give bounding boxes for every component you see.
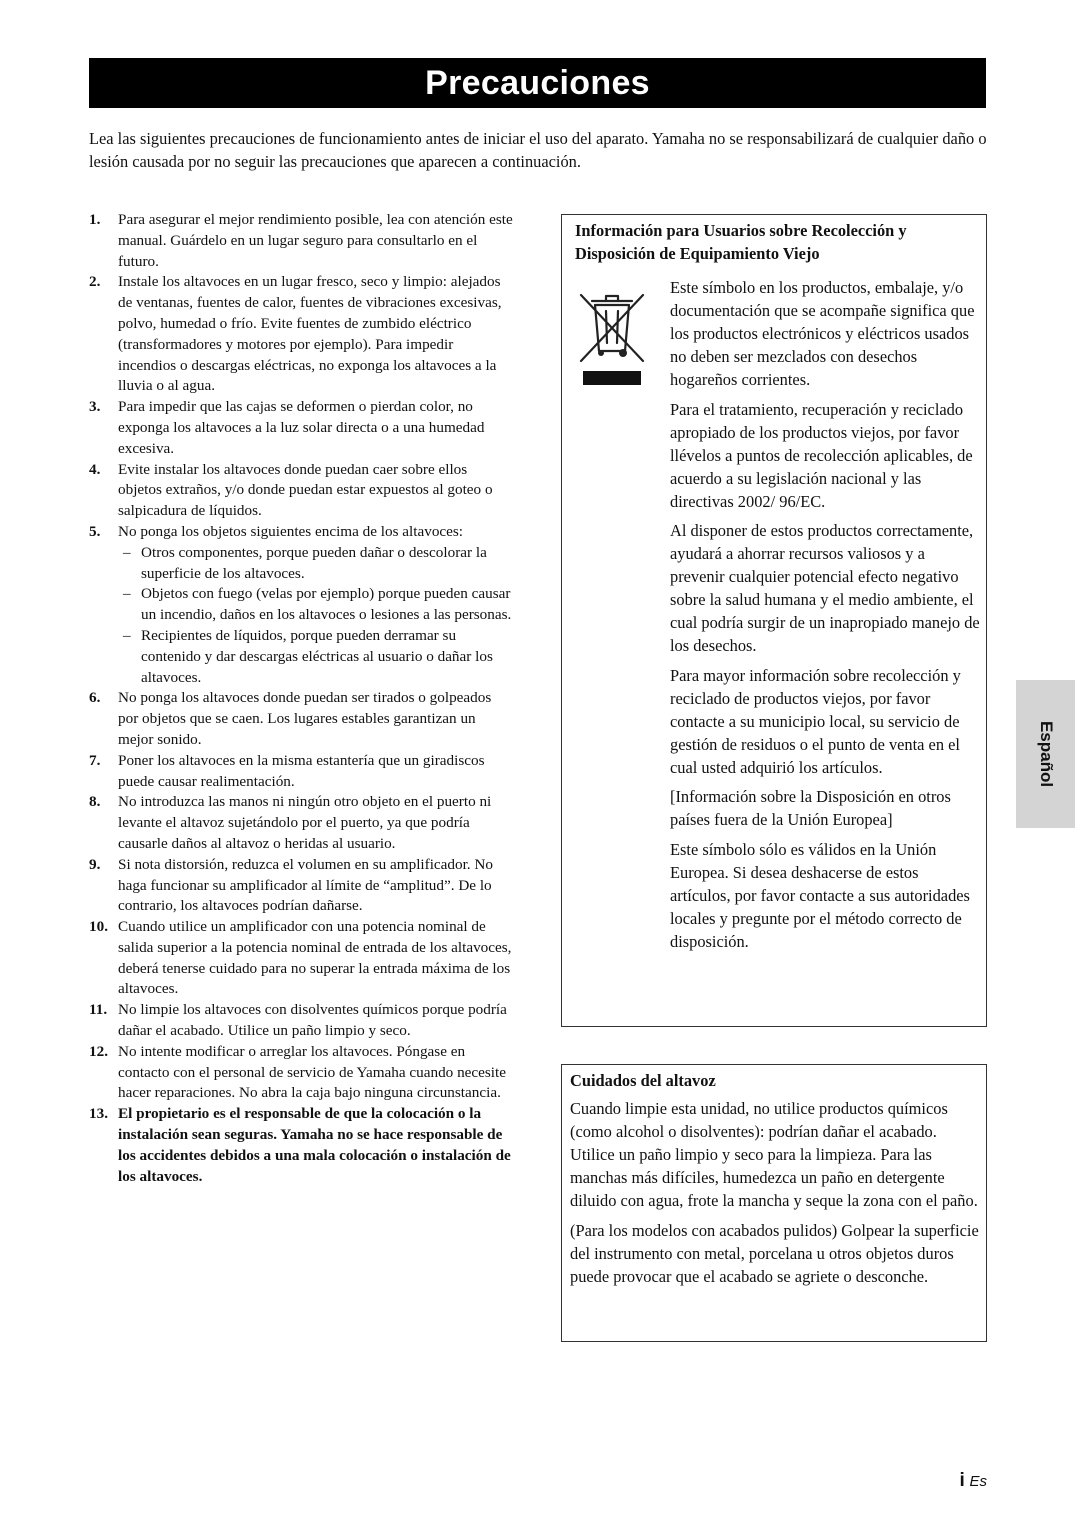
speaker-care-title: Cuidados del altavoz <box>570 1071 716 1090</box>
disposal-paragraph: Para el tratamiento, recuperación y reciclado apropiado de los productos viejos, por favor llévelos a puntos de recolección aplicables, de acuerdo a su legislación nacional y las directivas 2002/ 96/EC. <box>670 399 973 511</box>
precaution-number: 12. <box>89 1042 108 1060</box>
precaution-number: 2. <box>89 273 101 291</box>
speaker-care-paragraph: (Para los modelos con acabados pulidos) Golpear la superficie del instrumento con metal, porcelana u otros objetos duros puede provocar que el acabado se agriete o desconche. <box>570 1220 979 1286</box>
precaution-text: Poner los altavoces en la misma estantería que un giradiscos puede causar realimentación. <box>118 751 485 790</box>
disposal-info-box <box>561 214 987 1027</box>
precaution-text: Para asegurar el mejor rendimiento posible, lea con atención este manual. Guárdelo en un lugar seguro para consultarlo en el futuro. <box>118 211 513 270</box>
precaution-number: 6. <box>89 689 101 707</box>
precaution-item <box>89 522 514 688</box>
precautions-list <box>89 210 514 1187</box>
disposal-paragraphs <box>670 276 982 959</box>
precaution-item <box>89 272 514 397</box>
language-tab-label: Español <box>1036 720 1056 788</box>
precaution-sub-item: – Recipientes de líquidos, porque pueden derramar su contenido y dar descargas eléctricas al usuario o dañar los altavoces. <box>123 626 493 686</box>
precaution-item <box>89 397 514 459</box>
page-language-code: Es <box>969 1473 987 1490</box>
page-footer <box>959 1470 987 1492</box>
precaution-text: Si nota distorsión, reduzca el volumen en su amplificador. No haga funcionar su amplificador al límite de “amplitud”. De lo contrario, los altavoces podrían dañarse. <box>118 855 493 915</box>
precaution-item <box>89 210 514 272</box>
precaution-item <box>89 855 514 917</box>
disposal-paragraph: [Información sobre la Disposición en otros países fuera de la Unión Europea] <box>670 787 951 829</box>
precaution-number: 13. <box>89 1105 108 1123</box>
precaution-sub-item: – Objetos con fuego (velas por ejemplo) porque pueden causar un incendio, daños en los altavoces o lesiones a las personas. <box>123 585 512 624</box>
intro-paragraph: Lea las siguientes precauciones de funcionamiento antes de iniciar el uso del aparato. Yamaha no se responsabilizará de cualquier daño o lesión causada por no seguir las precauciones que aparecen a continuación. <box>89 129 987 171</box>
disposal-info-title: Información para Usuarios sobre Recolección y Disposición de Equipamiento Viejo <box>575 221 907 263</box>
precaution-text: Cuando utilice un amplificador con una potencia nominal de salida superior a la potencia nominal de entrada de los altavoces, deberá tenerse cuidado para no superar la entrada máxima de los altavoces. <box>118 918 512 998</box>
precaution-text: No introduzca las manos ni ningún otro objeto en el puerto ni levante el altavoz sujetándolo por el puerto, ya que podría causarle daños al altavoz o heridas al usuario. <box>118 793 492 852</box>
precaution-item <box>89 917 514 1000</box>
disposal-paragraph: Para mayor información sobre recolección y reciclado de productos viejos, por favor contacte a su municipio local, su servicio de gestión de residuos o el punto de venta en el cual usted adquirió los artículos. <box>670 665 961 777</box>
precaution-number: 10. <box>89 918 108 936</box>
precaution-number: 11. <box>89 1001 108 1019</box>
precaution-item <box>89 1042 514 1104</box>
precaution-text: Evite instalar los altavoces donde puedan caer sobre ellos objetos extraños, y/o donde puedan estar expuestos al goteo o salpicadura de líquidos. <box>118 460 493 520</box>
precaution-item <box>89 460 514 522</box>
precaution-text: Para impedir que las cajas se deformen o pierdan color, no exponga los altavoces a la luz solar directa o a una humedad excesiva. <box>118 398 485 457</box>
precaution-number: 7. <box>89 751 101 769</box>
precaution-number: 1. <box>89 211 101 228</box>
speaker-care-paragraphs <box>570 1097 982 1294</box>
precaution-text: El propietario es el responsable de que la colocación o la instalación sean seguras. Yamaha no se hace responsable de los accidentes debidos a una mala colocación o instalación de los altavoces. <box>118 1105 511 1185</box>
page-number: i <box>959 1470 965 1491</box>
precaution-number: 8. <box>89 793 101 811</box>
precaution-item <box>89 1104 514 1187</box>
precaution-text: Instale los altavoces en un lugar fresco, seco y limpio: alejados de ventanas, fuentes de calor, fuentes de vibraciones excesivas, polvo, humedad o frío. Evite fuentes de zumbido eléctrico (transformadores y motores por ejemplo). Para impedir incendios o descargas eléctricas, no exponga los altavoces a la lluvia o al agua. <box>118 273 502 395</box>
page-title: Precauciones <box>89 58 986 108</box>
precaution-item <box>89 688 514 750</box>
disposal-paragraph: Este símbolo sólo es válidos en la Unión Europea. Si desea deshacerse de estos artículos, por favor contacte a sus autoridades locales y pregunte por el método correcto de disposición. <box>670 839 970 951</box>
precaution-number: 3. <box>89 398 101 416</box>
crossed-out-wheelie-bin-icon <box>575 281 651 391</box>
precaution-number: 5. <box>89 522 101 540</box>
precaution-text: No ponga los altavoces donde puedan ser tirados o golpeados por objetos que se caen. Los lugares estables garantizan un mejor sonido. <box>118 689 492 748</box>
precaution-text: No limpie los altavoces con disolventes químicos porque podría dañar el acabado. Utilice un paño limpio y seco. <box>118 1001 507 1040</box>
precaution-text: No ponga los objetos siguientes encima de los altavoces: <box>118 522 464 540</box>
precaution-number: 4. <box>89 460 101 478</box>
speaker-care-box <box>561 1064 987 1342</box>
disposal-paragraph: Este símbolo en los productos, embalaje, y/o documentación que se acompañe significa que los productos electrónicos y eléctricos usados no deben ser mezclados con desechos hogareños corrientes. <box>670 278 975 389</box>
speaker-care-paragraph: Cuando limpie esta unidad, no utilice productos químicos (como alcohol o disolventes): podrían dañar el acabado. Utilice un paño limpio y seco para la limpieza. Para las manchas más difíciles, humedezca un paño en detergente diluido con agua, frote la mancha y seque la zona con el paño. <box>570 1099 978 1210</box>
precaution-text: No intente modificar o arreglar los altavoces. Póngase en contacto con el personal de servicio de Yamaha cuando necesite hacer reparaciones. No abra la caja bajo ninguna circunstancia. <box>118 1042 506 1102</box>
precaution-item <box>89 1000 514 1042</box>
precaution-item <box>89 792 514 854</box>
precaution-item <box>89 751 514 793</box>
precaution-number: 9. <box>89 855 101 873</box>
disposal-paragraph: Al disponer de estos productos correctamente, ayudará a ahorrar recursos valiosos y a prevenir cualquier potencial efecto negativo sobre la salud humana y el medio ambiente, el cual podría surgir de un inapropiado manejo de los desechos. <box>670 521 980 655</box>
precaution-sub-item: – Otros componentes, porque pueden dañar o descolorar la superficie de los altavoces. <box>123 543 487 582</box>
language-side-tab <box>1016 680 1075 828</box>
